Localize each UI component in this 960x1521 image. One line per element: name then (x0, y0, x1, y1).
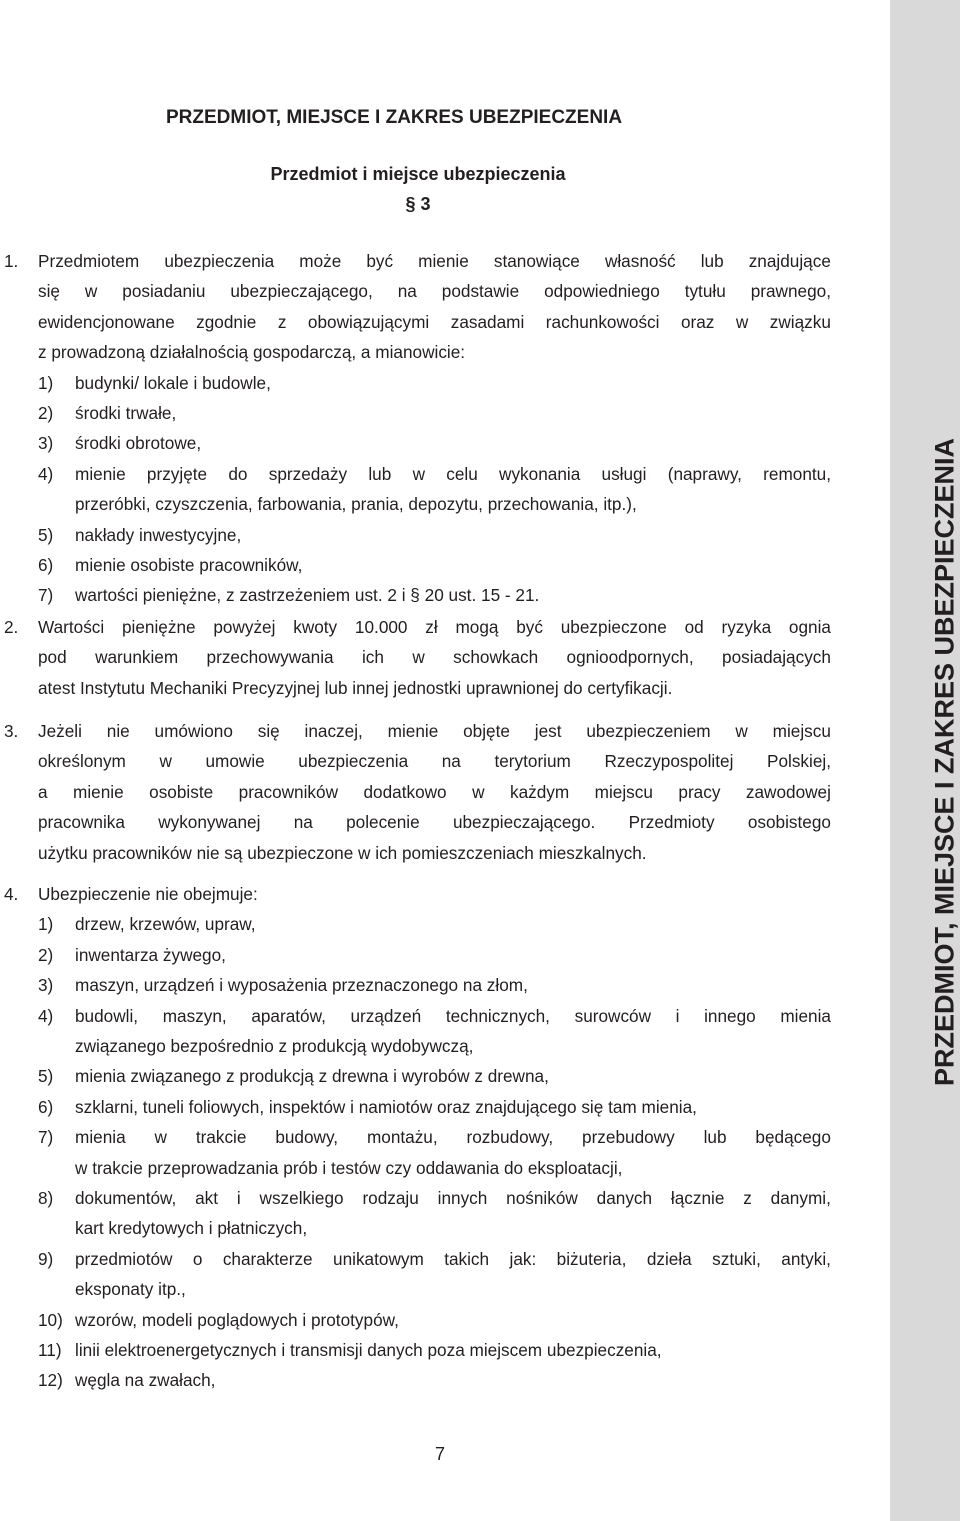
word: pod (38, 647, 67, 668)
word: lub (368, 463, 392, 484)
text-line: z prowadzoną działalnością gospodarczą, a mianowicie: (38, 342, 466, 363)
word: ognioodpornych, (566, 647, 694, 668)
word: ubezpieczenia (164, 251, 275, 271)
word: miejscu (772, 721, 831, 741)
section-number: § 3 (405, 194, 431, 214)
text-line: mienie osobiste pracowników, (75, 555, 303, 575)
word: zawodowej (745, 781, 831, 802)
word: być (516, 617, 543, 637)
list-item-number: 5) (38, 1066, 54, 1087)
page-number: 7 (434, 1444, 445, 1464)
word: ognia (788, 617, 831, 637)
word: antyki, (781, 1248, 831, 1269)
word: lub (700, 251, 724, 271)
word: a (38, 781, 48, 802)
list-item-number: 2) (38, 403, 54, 423)
sidebar-title: PRZEDMIOT, MIEJSCE I ZAKRES UBEZPIECZENIA (929, 437, 960, 1087)
word: w (412, 647, 425, 668)
text-line: inwentarza żywego, (75, 944, 226, 965)
word: rozbudowy, (466, 1127, 554, 1148)
word: (naprawy, (667, 463, 742, 484)
word: jest (534, 721, 562, 741)
text-line (38, 647, 831, 667)
text-line (38, 812, 831, 832)
word: ryzyka (721, 617, 772, 637)
word: odpowiedniego (544, 281, 660, 302)
text-line: maszyn, urządzeń i wyposażenia przeznaczonego na złom, (75, 975, 528, 996)
word: osobistego (747, 812, 831, 833)
word: biżuteria, (556, 1248, 627, 1269)
word: mienia (780, 1005, 831, 1026)
word: danych (596, 1188, 653, 1208)
word: związku (769, 311, 831, 332)
word: zasadami (450, 311, 525, 332)
list-item-number: 7) (38, 585, 54, 606)
word: jak: (509, 1248, 537, 1269)
word: ubezpieczającego, (230, 281, 373, 302)
word: ich (361, 647, 384, 668)
word: dzieła (646, 1248, 692, 1269)
word: znajdujące (748, 251, 831, 271)
word: Jeżeli (38, 721, 82, 741)
text-line (75, 1006, 831, 1026)
word: przebudowy (582, 1127, 675, 1148)
text-line: związanego bezpośrednio z produkcją wydobywczą, (75, 1036, 474, 1056)
word: w (735, 311, 749, 332)
word: dokumentów, (75, 1188, 177, 1208)
word: będącego (755, 1127, 831, 1148)
word: oraz (680, 311, 715, 332)
word: w (412, 463, 425, 484)
word: budowy, (275, 1127, 339, 1148)
word: budowli, (75, 1005, 139, 1026)
word: mienie (73, 781, 124, 802)
list-item-number: 1) (38, 372, 54, 393)
word: na (441, 751, 461, 772)
word: Rzeczypospolitej (604, 751, 734, 772)
word: Przedmiotem (38, 251, 140, 271)
list-item-number: 4) (38, 1005, 54, 1026)
list-item-number: 3) (38, 975, 54, 996)
text-line: szklarni, tuneli foliowych, inspektów i namiotów oraz znajdującego się tam mienia, (75, 1096, 697, 1117)
list-item-number: 9) (38, 1248, 54, 1269)
text-line (38, 751, 831, 771)
word: rachunkowości (545, 311, 660, 332)
word: polecenie (346, 812, 420, 833)
word: aparatów, (251, 1005, 326, 1026)
word: usługi (601, 463, 647, 484)
list-item-number: 6) (38, 1096, 54, 1117)
word: przechowywania (206, 647, 334, 668)
word: przedmiotów (75, 1248, 173, 1269)
word: z (277, 311, 287, 332)
text-line: w trakcie przeprowadzania prób i testów czy oddawania do eksploatacji, (75, 1157, 623, 1178)
word: w (472, 781, 485, 802)
word: surowców (574, 1005, 652, 1026)
word: charakterze (222, 1248, 313, 1269)
list-item-number: 3) (38, 433, 54, 454)
list-item-number: 6) (38, 555, 54, 575)
text-line: eksponaty itp., (75, 1279, 186, 1300)
text-line: kart kredytowych i płatniczych, (75, 1218, 308, 1239)
text-line: atest Instytutu Mechaniki Precyzyjnej lub innej jednostki uprawnionej do certyfikacji. (38, 677, 673, 698)
word: innego (704, 1005, 756, 1026)
word: akt (195, 1188, 219, 1208)
word: posiadających (722, 647, 831, 668)
list-item-number: 10) (38, 1309, 63, 1330)
word: osobiste (149, 781, 214, 802)
word: ewidencjonowane (38, 311, 175, 332)
word: zł (425, 617, 438, 637)
word: w (159, 751, 172, 772)
word: warunkiem (95, 647, 179, 668)
text-line (38, 617, 831, 637)
list-item-number: 5) (38, 524, 54, 545)
text-line: linii elektroenergetycznych i transmisji danych poza miejscem ubezpieczenia, (75, 1340, 662, 1360)
list-item-number: 4) (38, 463, 54, 484)
word: mienie (418, 251, 469, 271)
word: umowie (205, 751, 265, 772)
word: innych (437, 1188, 488, 1208)
word: sztuki, (712, 1248, 761, 1269)
word: mogą (455, 617, 499, 637)
word: może (299, 251, 342, 271)
word: umówiono (154, 721, 233, 741)
word: w (84, 281, 98, 302)
text-line (75, 1188, 831, 1208)
section-subtitle: Przedmiot i miejsce ubezpieczenia (270, 164, 566, 184)
word: mienie (387, 721, 439, 741)
word: i (675, 1005, 680, 1026)
word: Polskiej, (766, 751, 831, 772)
text-line: wartości pieniężne, z zastrzeżeniem ust. 2 i § 20 ust. 15 - 21. (75, 585, 540, 606)
text-line: przeróbki, czyszczenia, farbowania, prania, depozytu, przechowania, itp.), (75, 494, 637, 515)
text-line (38, 721, 831, 741)
text-line (38, 312, 831, 332)
word: kwoty (293, 617, 338, 637)
paragraph-number: 2. (4, 617, 19, 637)
word: Przedmioty (628, 812, 715, 833)
text-line: drzew, krzewów, upraw, (75, 914, 256, 935)
text-line: węgla na zwałach, (75, 1370, 216, 1391)
word: maszyn, (162, 1005, 227, 1026)
word: remontu, (763, 463, 831, 484)
word: dodatkowo (363, 781, 447, 802)
word: ubezpieczone (560, 617, 667, 637)
word: być (366, 251, 394, 271)
text-line: środki obrotowe, (75, 433, 202, 454)
text-line (38, 251, 831, 271)
word: o (192, 1248, 203, 1269)
list-item-number: 11) (38, 1340, 62, 1360)
word: wykonywanej (158, 812, 261, 833)
text-line (38, 782, 831, 802)
word: zgodnie (196, 311, 257, 332)
text-line (75, 1249, 831, 1269)
word: technicznych, (445, 1005, 550, 1026)
text-line (75, 1127, 831, 1147)
text-line (75, 464, 831, 484)
word: unikatowym (333, 1248, 424, 1269)
text-line: Ubezpieczenie nie obejmuje: (38, 884, 258, 904)
list-item-number: 12) (38, 1370, 63, 1391)
word: mienia (75, 1127, 126, 1148)
word: się (257, 721, 280, 741)
word: na (293, 812, 313, 833)
word: 10.000 (354, 617, 408, 637)
list-item-number: 7) (38, 1127, 54, 1148)
word: powyżej (213, 617, 276, 637)
word: z (743, 1188, 752, 1208)
word: prawnego, (750, 281, 831, 302)
paragraph-number: 1. (4, 251, 19, 271)
word: stanowiące (493, 251, 580, 271)
word: trakcie (195, 1127, 247, 1148)
word: wszelkiego (259, 1188, 344, 1208)
word: urządzeń (350, 1005, 422, 1026)
word: pracowników (238, 781, 338, 802)
word: mienie (75, 463, 126, 484)
word: ubezpieczającego. (452, 812, 596, 833)
word: przyjęte (146, 463, 208, 484)
word: nie (106, 721, 130, 741)
word: na (397, 281, 417, 302)
word: i (236, 1188, 241, 1208)
word: nośników (506, 1188, 578, 1208)
word: inaczej, (304, 721, 363, 741)
paragraph-number: 3. (4, 721, 19, 741)
word: schowkach (453, 647, 539, 668)
word: ubezpieczenia (298, 751, 409, 772)
word: Wartości (38, 617, 105, 637)
word: lub (703, 1127, 727, 1148)
word: do (228, 463, 248, 484)
word: własność (604, 251, 676, 271)
word: celu (446, 463, 478, 484)
list-item-number: 2) (38, 944, 54, 965)
word: ubezpieczeniem (586, 721, 711, 741)
word: rodzaju (362, 1188, 419, 1208)
word: każdym (509, 781, 570, 802)
text-line: nakłady inwestycyjne, (75, 524, 242, 545)
word: określonym (38, 751, 126, 772)
word: w (735, 721, 748, 741)
word: podstawie (441, 281, 520, 302)
word: obowiązującymi (307, 311, 430, 332)
word: od (684, 617, 704, 637)
word: się (38, 281, 60, 302)
word: miejscu (594, 781, 653, 802)
word: łącznie (670, 1188, 725, 1208)
text-line: środki trwałe, (75, 403, 177, 423)
word: pracownika (38, 812, 125, 833)
word: takich (444, 1248, 490, 1269)
text-line: mienia związanego z produkcją z drewna i wyrobów z drewna, (75, 1066, 549, 1087)
list-item-number: 8) (38, 1188, 54, 1208)
word: montażu, (366, 1127, 438, 1148)
list-item-number: 1) (38, 914, 54, 935)
text-line: użytku pracowników nie są ubezpieczone w ich pomieszczeniach mieszkalnych. (38, 842, 647, 863)
word: pracy (678, 781, 721, 802)
word: sprzedaży (268, 463, 348, 484)
text-line: wzorów, modeli poglądowych i prototypów, (75, 1309, 399, 1330)
word: danymi, (770, 1188, 831, 1208)
paragraph-number: 4. (4, 884, 19, 904)
page-title: PRZEDMIOT, MIEJSCE I ZAKRES UBEZPIECZENIA (166, 107, 623, 128)
text-line (38, 281, 831, 301)
word: terytorium (494, 751, 571, 772)
word: wykonania (499, 463, 581, 484)
text-line: budynki/ lokale i budowle, (75, 372, 271, 393)
word: posiadaniu (122, 281, 206, 302)
word: tytułu (684, 281, 726, 302)
word: pieniężne (121, 617, 196, 637)
word: w (154, 1127, 167, 1148)
word: objęte (463, 721, 510, 741)
